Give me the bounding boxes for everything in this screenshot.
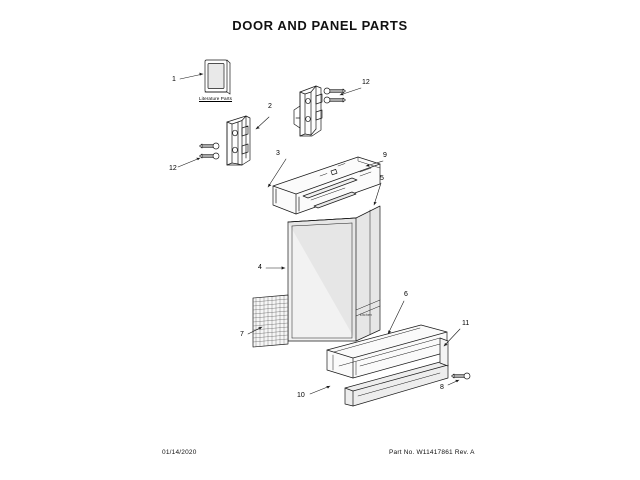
callout-3: 3: [276, 150, 280, 157]
part-control-console: [273, 157, 380, 214]
page-title: DOOR AND PANEL PARTS: [232, 18, 408, 33]
callout-4: 4: [258, 264, 262, 271]
callout-2: 2: [268, 103, 272, 110]
part-screws-lower: [200, 143, 220, 159]
part-door-panel: [288, 206, 380, 341]
callout-12-upper: 12: [362, 79, 370, 86]
part-literature-packet: [205, 60, 230, 94]
brand-label: kitchen: [360, 313, 373, 317]
callout-12-lower: 12: [169, 165, 177, 172]
part-screw-handle: [452, 373, 471, 379]
part-insulation-blanket: [253, 295, 288, 347]
callout-10: 10: [297, 392, 305, 399]
footer-part-number: Part No. W11417861 Rev. A: [389, 449, 475, 456]
footer-date: 01/14/2020: [162, 449, 197, 456]
literature-parts-label: Literature Parts: [199, 96, 233, 101]
part-hinge-bracket-upper: [294, 86, 322, 136]
callout-6: 6: [404, 291, 408, 298]
callout-7: 7: [240, 331, 244, 338]
part-screws-upper: [324, 88, 346, 103]
callout-9: 9: [383, 152, 387, 159]
callout-1: 1: [172, 76, 176, 83]
callout-11: 11: [462, 320, 470, 327]
callout-8: 8: [440, 384, 444, 391]
part-hinge-bracket-left: [227, 116, 250, 165]
callout-5: 5: [380, 175, 384, 182]
